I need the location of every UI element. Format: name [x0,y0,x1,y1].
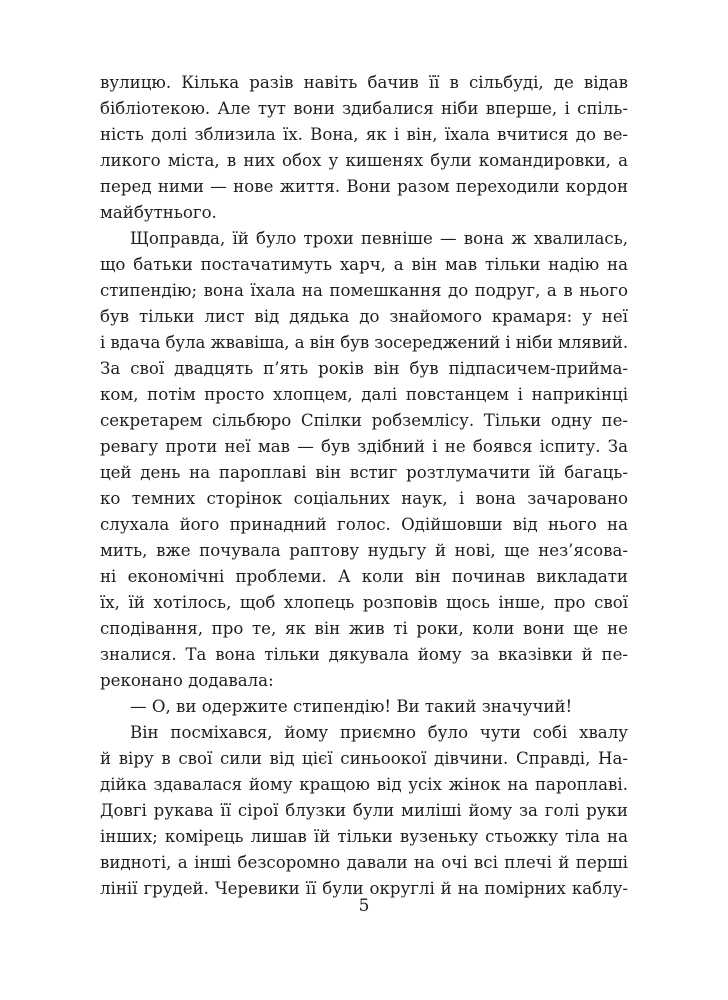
text-line: За свої двадцять п’ять років він був підпасичем-прийма- [100,359,628,378]
text-line: інших; комірець лишав їй тільки вузеньку стьожку тіла на [100,827,628,846]
text-line: слухала його принадний голос. Одійшовши від нього на [100,515,628,534]
text-line: секретарем сільбюро Спілки робземлісу. Тільки одну пе- [100,411,628,430]
text-line: цей день на пароплаві він встиг розтлумачити їй багаць- [100,463,628,482]
text-line: і вдача була жвавіша, а він був зосереджений і ніби млявий. [100,333,628,352]
text-line: дійка здавалася йому кращою від усіх жінок на пароплаві. [100,775,628,794]
page-number: 5 [358,896,370,916]
text-line: їх, їй хотілось, щоб хлопець розповів щось інше, про свої [100,593,628,612]
text-line: вулицю. Кілька разів навіть бачив її в сільбуді, де відав [100,73,628,92]
text-line: перед ними — нове життя. Вони разом переходили кордон [100,177,628,196]
text-line: Він посміхався, йому приємно було чути собі хвалу [130,723,628,742]
text-line: реконано додавала: [100,671,274,690]
text-line: мить, вже почувала раптову нудьгу й нові, ще нез’ясова- [100,541,628,560]
text-line: ком, потім просто хлопцем, далі повстанцем і наприкінці [100,385,628,404]
text-line: майбутнього. [100,203,217,222]
text-line: що батьки постачатимуть харч, а він мав тільки надію на [100,255,628,274]
text-line: був тільки лист від дядька до знайомого крамаря: у неї [100,307,628,326]
text-line: Щоправда, їй було трохи певніше — вона ж хвалилась, [130,229,628,248]
text-line: Довгі рукава її сірої блузки були миліші йому за голі руки [100,801,628,820]
text-line: ко темних сторінок соціальних наук, і вона зачаровано [100,489,628,508]
text-line: ревагу проти неї мав — був здібний і не боявся іспиту. За [100,437,628,456]
text-line: ні економічні проблеми. А коли він починав викладати [100,567,628,586]
text-line: ликого міста, в них обох у кишенях були командировки, а [100,151,628,170]
text-line: — О, ви одержите стипендію! Ви такий значучий! [130,697,573,716]
text-line: видноті, а інші безсоромно давали на очі всі плечі й перші [100,853,628,872]
text-line: бібліотекою. Але тут вони здибалися ніби вперше, і спіль- [100,99,628,118]
text-line: сподівання, про те, як він жив ті роки, коли вони ще не [100,619,628,638]
text-line: й віру в свої сили від цієї синьоокої дівчини. Справді, На- [100,749,628,768]
text-line: лінії грудей. Черевики її були округлі й на помірних каблу- [100,879,628,898]
text-line: зналися. Та вона тільки дякувала йому за вказівки й пе- [100,645,628,664]
text-line: стипендію; вона їхала на помешкання до подруг, а в нього [100,281,628,300]
text-line: ність долі зблизила їх. Вона, як і він, їхала вчитися до ве- [100,125,628,144]
body-text [100,70,628,902]
